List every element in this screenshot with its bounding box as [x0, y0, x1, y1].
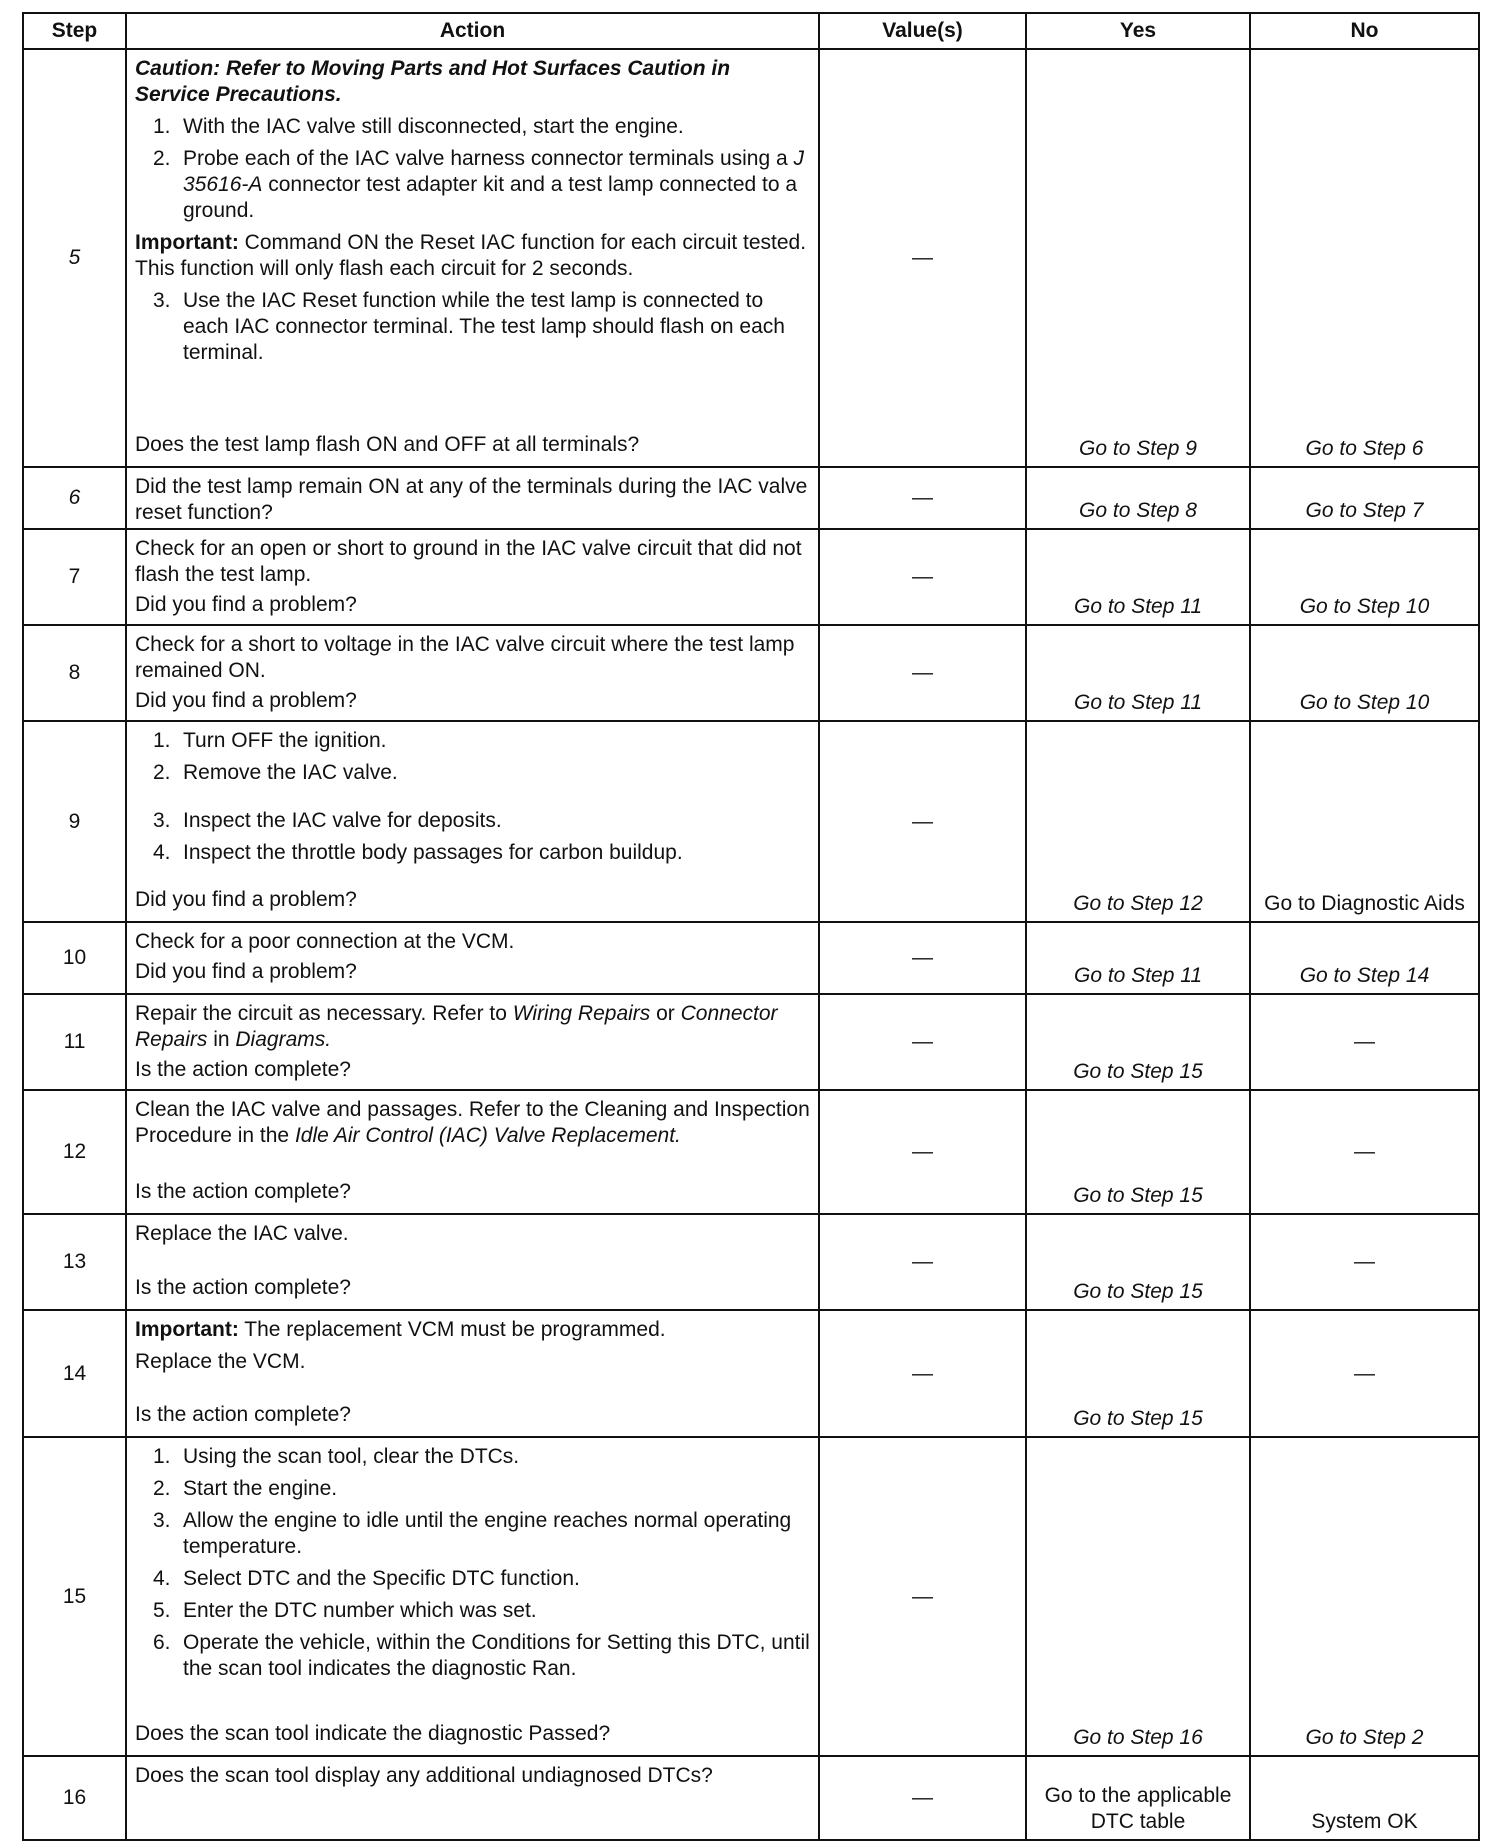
- list-item: [135, 728, 810, 754]
- no-result: Go to Diagnostic Aids: [1264, 892, 1465, 915]
- list-text: [183, 840, 683, 866]
- action-cell: [127, 995, 820, 1089]
- no-result: —: [1354, 1250, 1375, 1273]
- list-number: 6.: [153, 1631, 171, 1654]
- text-run: With the IAC valve still disconnected, start the engine.: [183, 115, 684, 138]
- text-run: Enter the DTC number which was set.: [183, 1599, 537, 1622]
- text-run: Probe each of the IAC valve harness connector terminals using a: [183, 147, 794, 170]
- list-text: [183, 1566, 580, 1592]
- list-text: [183, 1630, 810, 1682]
- paragraph: [135, 1317, 810, 1343]
- table-row: [24, 50, 1478, 468]
- value-cell: —: [820, 1757, 1027, 1839]
- text-run: Did the test lamp remain ON at any of the terminals during the IAC valve reset function?: [135, 475, 808, 524]
- text-run: Is the action complete?: [135, 1180, 351, 1203]
- question-text: [135, 1402, 810, 1428]
- no-result: Go to Step 7: [1305, 499, 1424, 522]
- action-cell: [127, 1438, 820, 1755]
- list-text: [183, 728, 386, 754]
- text-run: Diagrams.: [235, 1028, 332, 1051]
- paragraph: [135, 56, 810, 108]
- list-text: [183, 114, 684, 140]
- step-number: 6: [24, 468, 127, 528]
- text-run: Did you find a problem?: [135, 960, 357, 983]
- value-cell: —: [820, 923, 1027, 993]
- text-run: Is the action complete?: [135, 1403, 351, 1426]
- text-run: Check for an open or short to ground in the IAC valve circuit that did not flash the test lamp.: [135, 537, 802, 586]
- text-run: Operate the vehicle, within the Conditions for Setting this DTC, until the scan tool indicates the diagnostic Ran.: [183, 1631, 810, 1680]
- list-number: 2.: [153, 1477, 171, 1500]
- paragraph: [135, 1097, 810, 1149]
- yes-result: Go to Step 15: [1027, 1091, 1251, 1213]
- list-number: 3.: [153, 289, 171, 312]
- text-run: Does the scan tool display any additional undiagnosed DTCs?: [135, 1764, 713, 1787]
- paragraph: [135, 536, 810, 588]
- table-row: [24, 1438, 1478, 1757]
- text-run: Replace the VCM.: [135, 1350, 306, 1373]
- yes-result: Go to Step 15: [1027, 1215, 1251, 1309]
- text-run: Important:: [135, 1318, 239, 1341]
- step-number: 8: [24, 626, 127, 720]
- text-run: Repair the circuit as necessary. Refer to: [135, 1002, 513, 1025]
- list-number: 2.: [153, 147, 171, 170]
- text-run: Is the action complete?: [135, 1276, 351, 1299]
- list-number: 3.: [153, 1509, 171, 1532]
- header-values: Value(s): [820, 14, 1027, 48]
- list-text: [183, 1476, 337, 1502]
- text-run: J 35616-A: [183, 147, 804, 196]
- text-run: Inspect the IAC valve for deposits.: [183, 809, 502, 832]
- value-cell: —: [820, 530, 1027, 624]
- table-row: [24, 626, 1478, 722]
- step-number: 12: [24, 1091, 127, 1213]
- question-text: [135, 688, 810, 714]
- text-run: Check for a short to voltage in the IAC valve circuit where the test lamp remained ON.: [135, 633, 795, 682]
- value-cell: —: [820, 722, 1027, 921]
- list-item: [135, 1630, 810, 1682]
- list-item: [135, 1566, 810, 1592]
- diagnostic-table: [22, 12, 1480, 1841]
- question-text: [135, 1179, 810, 1205]
- text-run: Turn OFF the ignition.: [183, 729, 387, 752]
- text-run: Inspect the throttle body passages for carbon buildup.: [183, 841, 683, 864]
- list-text: [183, 1508, 810, 1560]
- question-text: [135, 592, 810, 618]
- question-text: [135, 887, 810, 913]
- paragraph: [135, 1001, 810, 1053]
- step-number: 15: [24, 1438, 127, 1755]
- list-number: 1.: [153, 1445, 171, 1468]
- yes-result: Go to Step 11: [1027, 626, 1251, 720]
- question-text: [135, 1057, 810, 1083]
- text-run: Did you find a problem?: [135, 888, 357, 911]
- text-run: Start the engine.: [183, 1477, 338, 1500]
- action-cell: [127, 530, 820, 624]
- list-text: [183, 146, 810, 224]
- yes-result: Go to Step 9: [1027, 50, 1251, 466]
- no-result: —: [1354, 1030, 1375, 1053]
- table-row: [24, 530, 1478, 626]
- text-run: Check for a poor connection at the VCM.: [135, 930, 515, 953]
- value-cell: —: [820, 1438, 1027, 1755]
- action-cell: [127, 1757, 820, 1839]
- yes-result: Go to Step 16: [1027, 1438, 1251, 1755]
- no-result: Go to Step 6: [1305, 437, 1424, 460]
- list-item: [135, 1508, 810, 1560]
- step-number: 7: [24, 530, 127, 624]
- list-text: [183, 1444, 519, 1470]
- value-cell: —: [820, 1311, 1027, 1436]
- text-run: The replacement VCM must be programmed.: [238, 1318, 666, 1341]
- list-text: [183, 808, 502, 834]
- text-run: Using the scan tool, clear the DTCs.: [183, 1445, 520, 1468]
- question-text: [135, 959, 810, 985]
- no-result: —: [1354, 1140, 1375, 1163]
- yes-result: Go to the applicable DTC table: [1027, 1757, 1251, 1839]
- step-number: 11: [24, 995, 127, 1089]
- header-step: Step: [24, 14, 127, 48]
- action-cell: [127, 923, 820, 993]
- text-run: in: [207, 1028, 236, 1051]
- list-item: [135, 114, 810, 140]
- list-item: [135, 1598, 810, 1624]
- paragraph: [135, 230, 810, 282]
- no-result: —: [1354, 1361, 1375, 1385]
- list-number: 1.: [153, 729, 171, 752]
- yes-result: Go to Step 8: [1027, 468, 1251, 528]
- value-cell: —: [820, 468, 1027, 528]
- list-text: [183, 288, 810, 366]
- text-run: Wiring Repairs: [512, 1002, 651, 1025]
- no-result: Go to Step 14: [1299, 964, 1430, 987]
- action-cell: [127, 1091, 820, 1213]
- question-text: [135, 1275, 810, 1301]
- yes-result: Go to Step 11: [1027, 530, 1251, 624]
- text-run: Did you find a problem?: [135, 593, 357, 616]
- list-number: 4.: [153, 841, 171, 864]
- step-number: 13: [24, 1215, 127, 1309]
- table-row: [24, 468, 1478, 530]
- header-action: Action: [127, 14, 820, 48]
- value-cell: —: [820, 1215, 1027, 1309]
- header-yes: Yes: [1027, 14, 1251, 48]
- step-number: 16: [24, 1757, 127, 1839]
- paragraph: [135, 929, 810, 955]
- value-cell: —: [820, 1091, 1027, 1213]
- step-number: 5: [24, 50, 127, 466]
- text-run: Remove the IAC valve.: [183, 761, 398, 784]
- list-text: [183, 760, 398, 786]
- table-header: [24, 14, 1478, 50]
- table-row: [24, 1091, 1478, 1215]
- list-number: 5.: [153, 1599, 171, 1622]
- paragraph: [135, 474, 810, 526]
- question-text: [135, 432, 810, 458]
- list-item: [135, 840, 810, 866]
- text-run: Connector Repairs: [135, 1002, 778, 1051]
- yes-result: Go to Step 15: [1027, 1311, 1251, 1436]
- list-item: [135, 1444, 810, 1470]
- yes-result: Go to Step 15: [1027, 995, 1251, 1089]
- paragraph: [135, 1349, 810, 1375]
- text-run: Clean the IAC valve and passages. Refer to the Cleaning and Inspection Procedure in the: [135, 1098, 810, 1147]
- action-cell: [127, 468, 820, 528]
- question-text: [135, 1721, 810, 1747]
- step-number: 14: [24, 1311, 127, 1436]
- list-item: [135, 1476, 810, 1502]
- list-item: [135, 288, 810, 366]
- action-cell: [127, 50, 820, 466]
- table-row: [24, 1757, 1478, 1841]
- text-run: Use the IAC Reset function while the test lamp is connected to each IAC connector terminal. The test lamp should flash on each terminal.: [183, 289, 785, 364]
- no-result: System OK: [1311, 1810, 1418, 1833]
- list-item: [135, 146, 810, 224]
- text-run: Idle Air Control (IAC) Valve Replacement.: [294, 1124, 681, 1147]
- no-result: Go to Step 2: [1305, 1726, 1424, 1749]
- text-run: or: [650, 1002, 681, 1025]
- value-cell: —: [820, 50, 1027, 466]
- table-row: [24, 722, 1478, 923]
- table-row: [24, 1215, 1478, 1311]
- table-row: [24, 995, 1478, 1091]
- table-row: [24, 923, 1478, 995]
- list-item: [135, 760, 810, 786]
- list-text: [183, 1598, 537, 1624]
- text-run: Allow the engine to idle until the engine reaches normal operating temperature.: [183, 1509, 792, 1558]
- action-cell: [127, 722, 820, 921]
- list-item: [135, 808, 810, 834]
- text-run: Does the scan tool indicate the diagnostic Passed?: [135, 1722, 611, 1745]
- text-run: Is the action complete?: [135, 1058, 351, 1081]
- paragraph: [135, 632, 810, 684]
- text-run: Does the test lamp flash ON and OFF at all terminals?: [135, 433, 640, 456]
- text-run: Select DTC and the Specific DTC function.: [183, 1567, 580, 1590]
- action-cell: [127, 1311, 820, 1436]
- list-number: 4.: [153, 1567, 171, 1590]
- text-run: Caution: Refer to Moving Parts and Hot Surfaces Caution in Service Precautions.: [135, 57, 731, 106]
- text-run: connector test adapter kit and a test lamp connected to a ground.: [183, 173, 798, 222]
- yes-result: Go to Step 11: [1027, 923, 1251, 993]
- list-number: 2.: [153, 761, 171, 784]
- value-cell: —: [820, 995, 1027, 1089]
- action-cell: [127, 1215, 820, 1309]
- text-run: Did you find a problem?: [135, 689, 357, 712]
- list-number: 1.: [153, 115, 171, 138]
- text-run: Replace the IAC valve.: [135, 1222, 349, 1245]
- list-number: 3.: [153, 809, 171, 832]
- step-number: 9: [24, 722, 127, 921]
- text-run: Important:: [135, 231, 239, 254]
- no-result: Go to Step 10: [1299, 691, 1430, 714]
- header-no: No: [1350, 19, 1379, 42]
- value-cell: —: [820, 626, 1027, 720]
- no-result: Go to Step 10: [1299, 595, 1430, 618]
- table-row: [24, 1311, 1478, 1438]
- paragraph: [135, 1221, 810, 1247]
- paragraph: [135, 1763, 810, 1789]
- action-cell: [127, 626, 820, 720]
- text-run: Command ON the Reset IAC function for each circuit tested. This function will only flash each circuit for 2 seconds.: [135, 231, 807, 280]
- yes-result: Go to Step 12: [1027, 722, 1251, 921]
- step-number: 10: [24, 923, 127, 993]
